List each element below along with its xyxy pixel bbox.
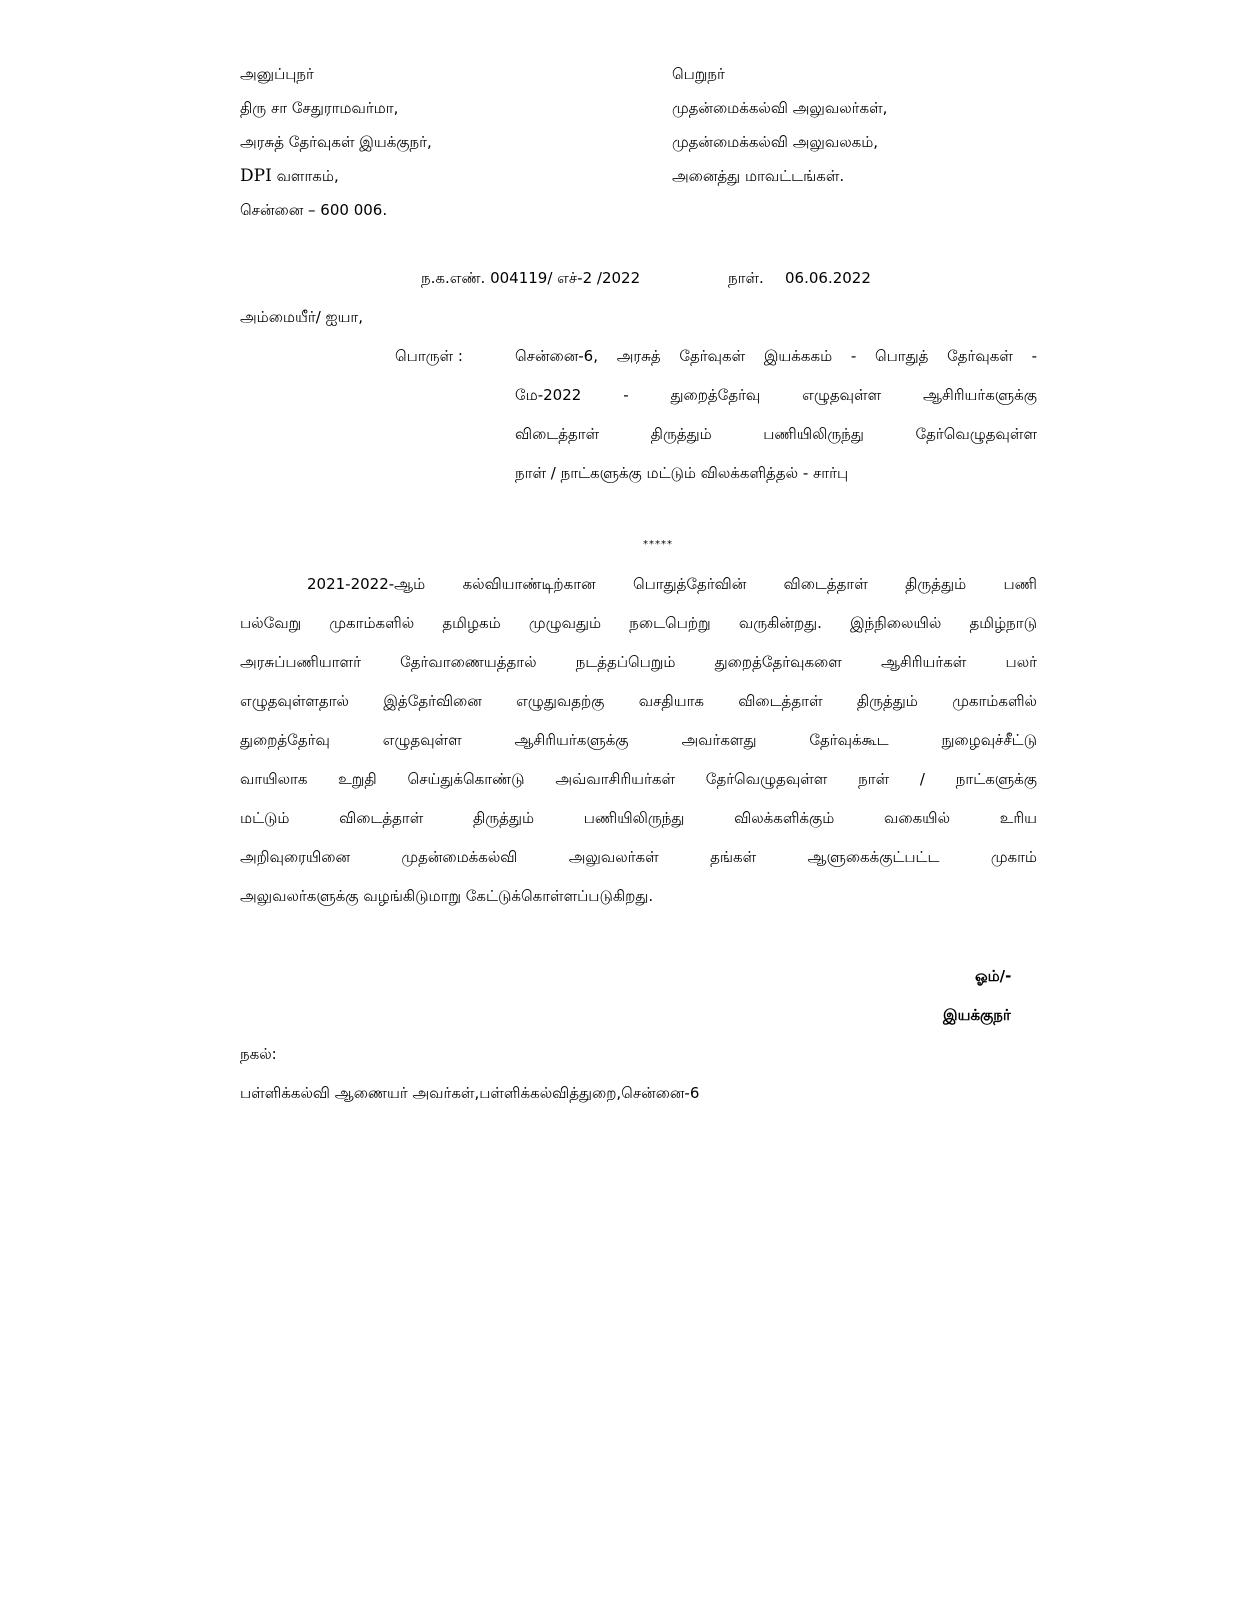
- body-line: 2021-2022-ஆம் கல்வியாண்டிற்கான பொதுத்தேர்வின் விடைத்தாள் திருத்தும் பணி: [307, 575, 1037, 593]
- sender-office-dpi: DPI: [240, 166, 272, 186]
- body-line: அலுவலர்களுக்கு வழங்கிடுமாறு கேட்டுக்கொள்ளப்படுகிறது.: [240, 887, 654, 905]
- signature-designation: இயக்குநர்: [943, 1006, 1011, 1024]
- subject-line: நாள் / நாட்களுக்கு மட்டும் விலக்களித்தல் - சார்பு: [515, 464, 849, 482]
- reference-date: 06.06.2022: [785, 269, 871, 287]
- recipient-title: முதன்மைக்கல்வி அலுவலர்கள்,: [672, 99, 888, 117]
- body-line: துறைத்தேர்வு எழுதவுள்ள ஆசிரியர்களுக்கு அவர்களது தேர்வுக்கூட நுழைவுச்சீட்டு: [240, 731, 1037, 749]
- recipient-heading: பெறுநர்: [672, 65, 725, 83]
- subject-line: சென்னை-6, அரசுத் தேர்வுகள் இயக்ககம் - பொதுத் தேர்வுகள் -: [515, 347, 1037, 365]
- recipient-office: முதன்மைக்கல்வி அலுவலகம்,: [672, 133, 879, 151]
- body-line: எழுதவுள்ளதால் இத்தேர்வினை எழுதுவதற்கு வசதியாக விடைத்தாள் திருத்தும் முகாம்களில்: [240, 692, 1037, 710]
- reference-date-label: நாள்.: [728, 269, 764, 287]
- copy-recipient: பள்ளிக்கல்வி ஆணையர் அவர்கள்,பள்ளிக்கல்வித்துறை,சென்னை-6: [240, 1084, 700, 1102]
- body-line: மட்டும் விடைத்தாள் திருத்தும் பணியிலிருந்து விலக்களிக்கும் வகையில் உரிய: [240, 809, 1037, 827]
- salutation: அம்மையீர்/ ஐயா,: [240, 308, 364, 326]
- subject-line: விடைத்தாள் திருத்தும் பணியிலிருந்து தேர்வெழுதவுள்ள: [515, 425, 1037, 443]
- sender-office-campus: வளாகம்,: [276, 167, 339, 185]
- reference-number: ந.க.எண். 004119/ எச்-2 /2022: [421, 269, 641, 287]
- body-line: வாயிலாக உறுதி செய்துக்கொண்டு அவ்வாசிரியர்கள் தேர்வெழுதவுள்ள நாள் / நாட்களுக்கு: [240, 770, 1037, 788]
- subject-line: மே-2022 - துறைத்தேர்வு எழுதவுள்ள ஆசிரியர்களுக்கு: [515, 386, 1037, 404]
- body-line: அறிவுரையினை முதன்மைக்கல்வி அலுவலர்கள் தங்கள் ஆளுகைக்குட்பட்ட முகாம்: [240, 848, 1037, 866]
- separator-stars: *****: [643, 539, 673, 550]
- body-line: பல்வேறு முகாம்களில் தமிழகம் முழுவதும் நடைபெற்று வருகின்றது. இந்நிலையில் தமிழ்நாடு: [240, 614, 1037, 632]
- copy-label: நகல்:: [240, 1045, 277, 1063]
- recipient-district: அனைத்து மாவட்டங்கள்.: [672, 167, 845, 185]
- body-line: அரசுப்பணியாளர் தேர்வாணையத்தால் நடத்தப்பெறும் துறைத்தேர்வுகளை ஆசிரியர்கள் பலர்: [240, 653, 1037, 671]
- subject-label: பொருள் :: [395, 347, 463, 365]
- sender-name: திரு சா சேதுராமவர்மா,: [240, 99, 399, 117]
- signature-signed: ஓம்/-: [975, 967, 1012, 985]
- sender-city: சென்னை – 600 006.: [240, 201, 388, 219]
- sender-office: [240, 166, 339, 186]
- sender-designation: அரசுத் தேர்வுகள் இயக்குநர்,: [240, 133, 432, 151]
- sender-heading: அனுப்புநர்: [240, 65, 314, 83]
